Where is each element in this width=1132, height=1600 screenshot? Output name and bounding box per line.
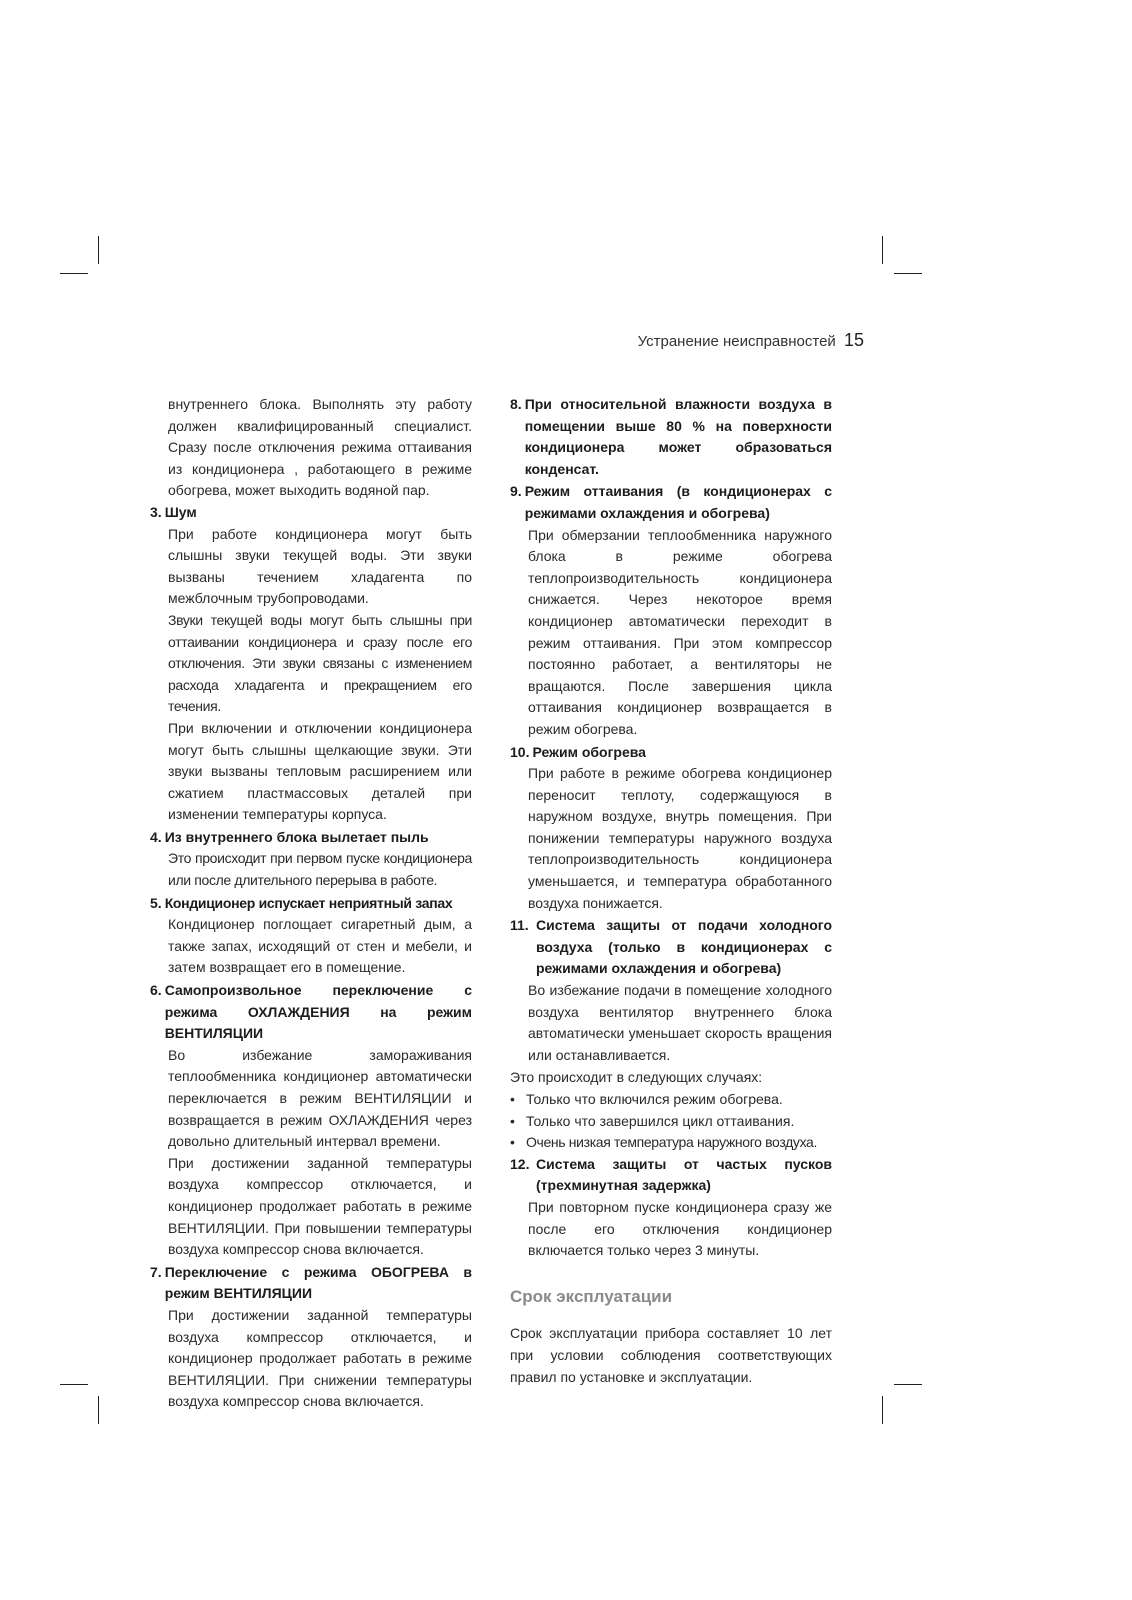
item-heading (510, 394, 832, 480)
item-paragraph: Во избежание замораживания теплообменника кондиционер автоматически переключается в режим ВЕНТИЛЯЦИИ и возвращается в режим ОХЛАЖДЕНИЯ через довольно длительный интервал времени. (168, 1046, 472, 1150)
crop-mark (60, 273, 88, 274)
list-item (510, 1089, 832, 1111)
item-title: Самопроизвольное переключение с режима ОХЛАЖДЕНИЯ на режим ВЕНТИЛЯЦИИ (164, 982, 472, 1042)
item-number: 9. (510, 483, 522, 500)
case-text: Только что завершился цикл оттаивания. (526, 1112, 795, 1129)
item-paragraph: Звуки текущей воды могут быть слышны при оттаивании кондиционера и сразу после его отключения. Эти звуки связаны с изменением расхода хладагента и прекращением его течения. (168, 611, 472, 715)
cases-intro: Это происходит в следующих случаях: (510, 1069, 763, 1086)
item-paragraph: При работе кондиционера могут быть слышны звуки текущей воды. Эти звуки вызваны течением хладагента по межблочным трубопроводами. (168, 525, 472, 607)
item-number: 4. (150, 828, 162, 845)
item-title: Режим обогрева (532, 743, 646, 760)
crop-mark (98, 1396, 99, 1424)
crop-mark (882, 1396, 883, 1424)
item-heading (150, 1262, 472, 1305)
bullet-icon: • (510, 1134, 515, 1151)
item-number: 11. (510, 917, 529, 934)
item-paragraph: При обмерзании теплообменника наружного блока в режиме обогрева теплопроизводительность кондиционера снижается. Через некоторое время кондиционер автоматически переходит в режим оттаивания. При этом компрессор постоянно работает, а вентиляторы не вращаются. После завершения цикла оттаивания кондиционер возвращается в режим обогрева. (528, 526, 832, 737)
crop-mark (894, 1384, 922, 1385)
item-paragraph: Кондиционер поглощает сигаретный дым, а также запах, исходящий от стен и мебели, и затем возвращает его в помещение. (168, 916, 472, 976)
section-heading-service-life: Срок эксплуатации (510, 1286, 673, 1306)
intro-paragraph: внутреннего блока. Выполнять эту работу должен квалифицированный специалист. Сразу после отключения режима оттаивания из кондиционера , работающего в режиме обогрева, может выходить водяной пар. (168, 396, 472, 499)
item-heading (150, 980, 472, 1045)
item-paragraph: При включении и отключении кондиционера могут быть слышны щелкающие звуки. Эти звуки вызваны тепловым расширением или сжатием пластмассовых деталей при изменении температуры корпуса. (168, 719, 472, 823)
list-item-6 (150, 980, 472, 1261)
cases-list (510, 1089, 832, 1154)
item-title: Шум (164, 503, 197, 520)
item-heading (510, 915, 832, 980)
list-item-3 (150, 502, 472, 826)
item-paragraph: При достижении заданной температуры воздуха компрессор отключается, и кондиционер продолжает работать в режиме ВЕНТИЛЯЦИИ. При повышении температуры воздуха компрессор снова включается. (168, 1154, 472, 1258)
list-item-12 (510, 1154, 832, 1262)
item-title: При относительной влажности воздуха в помещении выше 80 % на поверхности кондиционера может образоваться конденсат. (524, 396, 832, 477)
item-paragraph: При повторном пуске кондиционера сразу же после его отключения кондиционер включается только через 3 минуты. (528, 1198, 832, 1259)
item-heading (150, 502, 472, 524)
running-head (638, 330, 864, 351)
item-title: Система защиты от частых пусков (трехминутная задержка) (536, 1155, 832, 1194)
list-item-8 (510, 394, 832, 480)
crop-mark (882, 236, 883, 264)
item-heading (150, 893, 472, 915)
list-item-10 (510, 742, 832, 915)
crop-mark (98, 236, 99, 264)
service-life-text: Срок эксплуатации прибора составляет 10 лет при условии соблюдения соответствующих правил по установке и эксплуатации. (510, 1325, 832, 1385)
crop-mark (894, 273, 922, 274)
item-number: 5. (150, 894, 162, 911)
item-title: Переключение с режима ОБОГРЕВА в режим ВЕНТИЛЯЦИИ (164, 1263, 472, 1302)
item-heading (510, 742, 832, 764)
list-item (510, 1111, 832, 1133)
item-number: 10. (510, 743, 530, 760)
case-text: Очень низкая температура наружного воздуха. (526, 1134, 818, 1151)
item-number: 12. (510, 1155, 530, 1172)
list-item-11 (510, 915, 832, 1066)
item-paragraph: Это происходит при первом пуске кондиционера или после длительного перерыва в работе. (168, 850, 472, 889)
item-title: Режим оттаивания (в кондиционерах с режимами охлаждения и обогрева) (524, 483, 832, 521)
list-item-5 (150, 893, 472, 979)
item-number: 7. (150, 1263, 162, 1280)
left-column (150, 394, 472, 1414)
item-paragraph: При работе в режиме обогрева кондиционер переносит теплоту, содержащуюся в наружном воздухе, внутрь помещения. При понижении температуры наружного воздуха теплопроизводительность кондиционера уменьшается, и температура обработанного воздуха понижается. (528, 765, 832, 911)
section-title: Устранение неисправностей (637, 333, 836, 350)
list-item (510, 1132, 832, 1154)
bullet-icon: • (510, 1091, 515, 1107)
item-number: 8. (510, 396, 522, 412)
list-item-9 (510, 481, 832, 740)
item-heading (150, 827, 472, 849)
page-number: 15 (843, 330, 864, 350)
item-number: 6. (150, 982, 162, 999)
item-heading (510, 481, 832, 524)
item-number: 3. (150, 503, 162, 520)
item-paragraph: При достижении заданной температуры воздуха компрессор отключается, и кондиционер продолжает работать в режиме ВЕНТИЛЯЦИИ. При снижении температуры воздуха компрессор снова включается. (168, 1306, 472, 1410)
item-title: Из внутреннего блока вылетает пыль (164, 828, 429, 845)
crop-mark (60, 1384, 88, 1385)
right-column (510, 394, 832, 1388)
item-title: Система защиты от подачи холодного воздуха (только в кондиционерах с режимами охлаждения и обогрева) (536, 917, 832, 977)
item-heading (510, 1154, 832, 1197)
item-title: Кондиционер испускает неприятный запах (164, 894, 453, 911)
bullet-icon: • (510, 1112, 515, 1129)
list-item-4 (150, 827, 472, 892)
item-paragraph: Во избежание подачи в помещение холодного воздуха вентилятор внутреннего блока автоматически уменьшает скорость вращения или останавливается. (528, 982, 832, 1063)
case-text: Только что включился режим обогрева. (526, 1091, 783, 1107)
list-item-7 (150, 1262, 472, 1413)
